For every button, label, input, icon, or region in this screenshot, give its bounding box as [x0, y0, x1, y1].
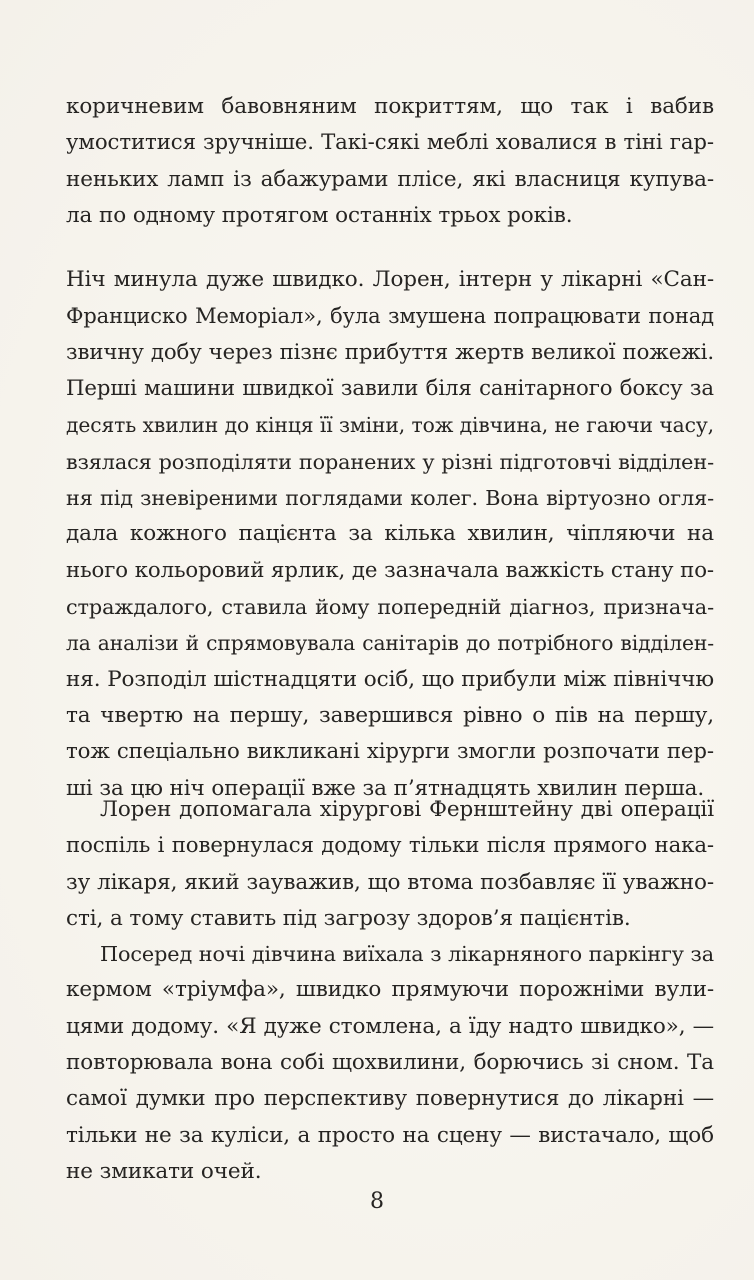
paragraph-2 [66, 262, 714, 807]
text-line: ла аналізи й спрямовувала санітарів до потрібного відділен- [66, 631, 714, 656]
text-line: тільки не за куліси, а просто на сцену — вистачало, щоб [66, 1122, 714, 1148]
text-line: ла по одному протягом останніх трьох років. [66, 203, 573, 229]
text-line: самої думки про перспективу повернутися до лікарні — [66, 1086, 714, 1112]
text-line: звичну добу через пізнє прибуття жертв великої пожежі. [66, 339, 714, 365]
text-line: Лорен допомагала хірургові Фернштейну дві операції [100, 797, 714, 822]
text-line: ня під зневіреними поглядами колег. Вона віртуозно огля- [66, 486, 714, 511]
text-line: умоститися зручніше. Такі-сякі меблі ховалися в тіні гар- [66, 130, 714, 156]
text-line: Перші машини швидкої завили біля санітарного боксу за [66, 376, 714, 402]
text-line: коричневим бавовняним покриттям, що так і вабив [66, 94, 714, 119]
text-line: неньких ламп із абажурами плісе, які власниця купува- [66, 166, 714, 192]
text-line: нього кольоровий ярлик, де зазначала важкість стану по- [66, 557, 714, 583]
paragraph-3 [66, 792, 714, 937]
text-line: ня. Розподіл шістнадцяти осіб, що прибули між північчю [66, 666, 714, 692]
page-number: 8 [370, 1189, 384, 1214]
text-line: та чвертю на першу, завершився рівно о пів на першу, [66, 703, 714, 729]
text-line: ші за цю ніч операції вже за п’ятнадцять хвилин перша. [66, 775, 705, 801]
text-line: поспіль і повернулася додому тільки після прямого нака- [66, 833, 714, 859]
text-line: сті, а тому ставить під загрозу здоров’я пацієнтів. [66, 906, 631, 932]
text-line: взялася розподіляти поранених у різні підготовчі відділен- [66, 449, 714, 474]
text-line: дала кожного пацієнта за кілька хвилин, чіпляючи на [66, 521, 714, 547]
text-line: страждалого, ставила йому попередній діагноз, признача- [66, 595, 714, 620]
text-line: Франциско Меморіал», була змушена попрацювати понад [66, 304, 714, 329]
text-line: зу лікаря, який зауважив, що втома позбавляє її уважно- [66, 869, 714, 895]
text-line: цями додому. «Я дуже стомлена, а їду надто швидко», — [66, 1013, 714, 1039]
paragraph-4 [66, 936, 714, 1190]
text-line: десять хвилин до кінця її зміни, тож дівчина, не гаючи часу, [66, 413, 714, 438]
text-line: Ніч минула дуже швидко. Лорен, інтерн у лікарні «Сан- [66, 267, 714, 292]
paragraph-1 [66, 89, 714, 234]
text-line: не змикати очей. [66, 1159, 262, 1185]
text-line: кермом «тріумфа», швидко прямуючи порожніми вули- [66, 977, 714, 1003]
text-line: тож спеціально викликані хірурги змогли розпочати пер- [66, 739, 714, 765]
text-line: повторювала вона собі щохвилини, борючись зі сном. Та [66, 1050, 714, 1076]
text-line: Посеред ночі дівчина виїхала з лікарняного паркінгу за [100, 942, 714, 966]
